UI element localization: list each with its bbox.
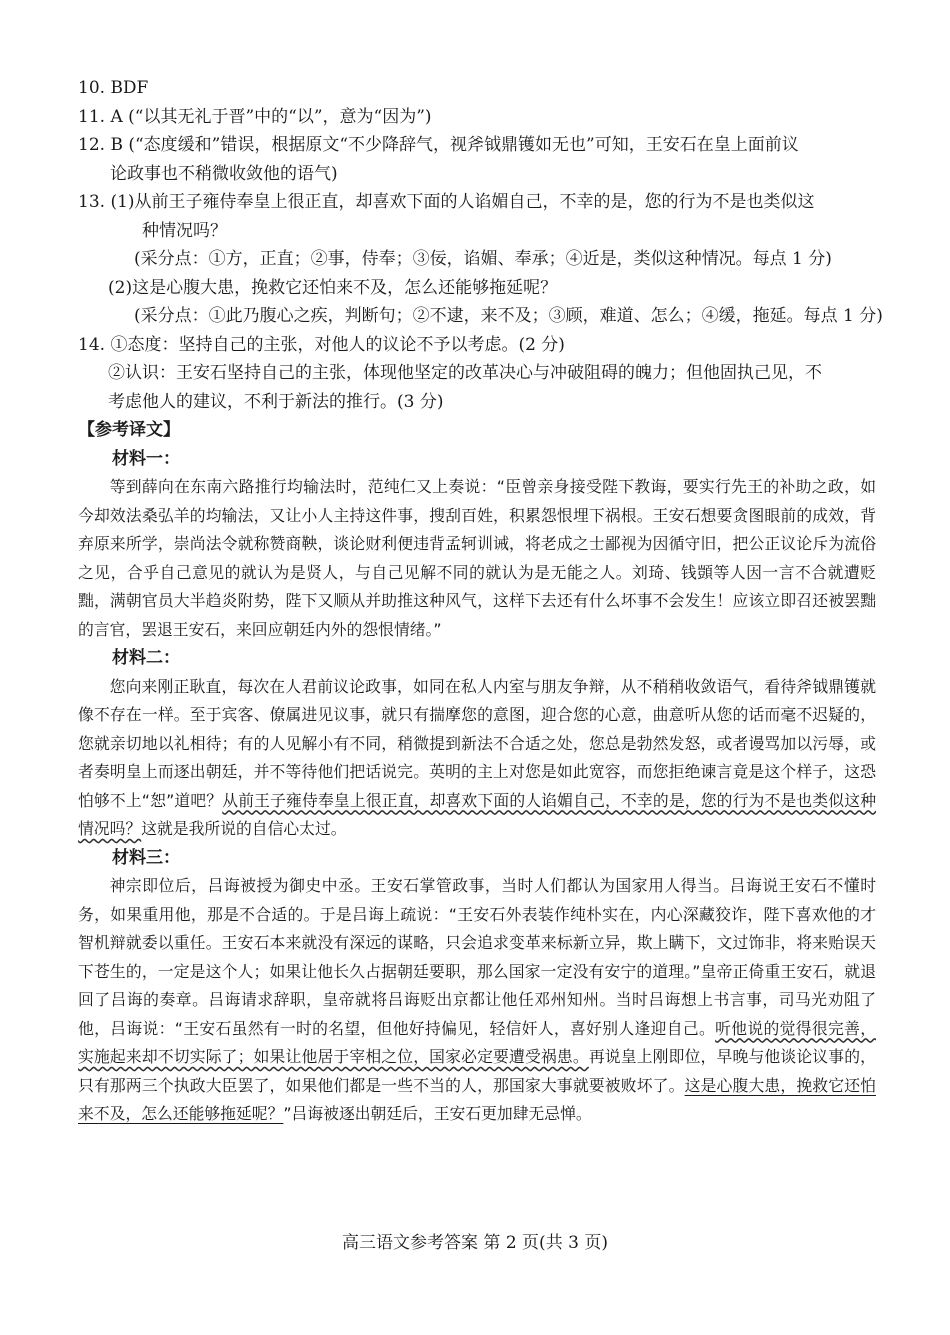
page-footer: 高三语文参考答案 第 2 页(共 3 页): [342, 1233, 608, 1253]
material-three-text-e: ”吕诲被逐出朝廷后，王安石更加肆无忌惮。: [283, 1104, 592, 1123]
material-three-title: 材料三：: [112, 847, 180, 868]
answer-q14-1: 14. ①态度：坚持自己的主张，对他人的议论不予以考虑。(2 分): [78, 334, 565, 355]
material-three-paragraph: [78, 872, 876, 1129]
answer-q12-line2: 论政事也不稍微收敛他的语气): [110, 163, 338, 184]
translation-heading: 【参考译文】: [78, 420, 180, 440]
material-two-underlined-sentence: 从前王子雍侍奉皇上很正直，却喜欢下面的人谄媚自己，不幸的是，您的行为不是也类似这种情况吗？: [78, 790, 876, 838]
material-two-text-c: 这就是我所说的自信心太过。: [141, 819, 347, 838]
material-three-text-a: 神宗即位后，吕诲被授为御史中丞。王安石掌管政事，当时人们都认为国家用人得当。吕诲说王安石不懂时务，如果重用他，那是不合适的。于是吕诲上疏说：“王安石外表装作纯朴实在，内心深藏狡诈，陛下喜欢他的才智机辩就委以重任。王安石本来就没有深远的谋略，只会追求变革来标新立异，欺上瞒下，文过饰非，将来贻误天下苍生的，一定是这个人；如果让他长久占据朝廷要职，那么国家一定没有安宁的道理。”皇帝正倚重王安石，就退回了吕诲的奏章。吕诲请求辞职，皇帝就将吕诲贬出京都让他任邓州知州。当时吕诲想上书言事，司马光劝阻了他，吕诲说：“王安石虽然有一时的名望，但他好持偏见，轻信奸人，喜好别人逢迎自己。: [78, 876, 876, 1038]
material-three-body: [78, 872, 876, 1129]
answer-page: [78, 74, 883, 1129]
answer-q13-1-scoring: (采分点：①方，正直；②事，侍奉；③佞，谄媚、奉承；④近是，类似这种情况。每点 1 分): [134, 249, 832, 269]
material-three-text-c: 再说皇上刚即位，早晚与他谈论议事的，只有那两三个执政大臣罢了，如果他们都是一些不当的人，那国家大事就要被败坏了。: [78, 1047, 876, 1095]
material-two-paragraph: [78, 673, 876, 844]
material-one-title: 材料一：: [112, 448, 180, 469]
answer-q13-2-scoring: (采分点：①此乃腹心之疾，判断句；②不逮，来不及；③顾，难道、怎么；④缓，拖延。每点 1 分): [134, 306, 883, 326]
answer-q14-2-line2: 考虑他人的建议，不利于新法的推行。(3 分): [108, 391, 444, 412]
material-three-underlined-sentence: 这是心腹大患，挽救它还怕来不及，怎么还能够拖延呢？: [78, 1075, 876, 1123]
answer-q13-2: (2)这是心腹大患，挽救它还怕来不及，怎么还能够拖延呢？: [108, 277, 558, 298]
material-one-body: [78, 473, 876, 644]
material-one-text: 等到薛向在东南六路推行均输法时，范纯仁又上奏说：“臣曾亲身接受陛下教诲，要实行先王的补助之政，如今却效法桑弘羊的均输法，又让小人主持这件事，搜刮百姓，积累怨恨埋下祸根。王安石想要贪图眼前的成效，背弃原来所学，崇尚法令就称赞商鞅，谈论财利便违背孟轲训诫，将老成之士鄙视为因循守旧，把公正议论斥为流俗之见，合乎自己意见的就认为是贤人，与自己见解不同的就认为是无能之人。刘琦、钱顗等人因一言不合就遭贬黜，满朝官员大半趋炎附势，陛下又顺从并助推这种风气，这样下去还有什么坏事不会发生！应该立即召还被罢黜的言官，罢退王安石，来回应朝廷内外的怨恨情绪。”: [78, 477, 876, 639]
answer-q14-2-line1: ②认识：王安石坚持自己的主张，体现他坚定的改革决心与冲破阻碍的魄力；但他固执己见，不: [108, 363, 822, 383]
material-two-body: [78, 673, 876, 844]
answer-q11: 11. A (“以其无礼于晋”中的“以”，意为“因为”): [78, 106, 432, 127]
material-three-wavy-sentence: 听他说的觉得很完善，实施起来却不切实际了；如果让他居于宰相之位，国家必定要遭受祸患。: [78, 1018, 876, 1066]
answer-q10: 10. BDF: [78, 78, 149, 98]
material-two-text-a: 您向来刚正耿直，每次在人君前议论政事，如同在私人内室与朋友争辩，从不稍稍收敛语气，看待斧钺鼎镬就像不存在一样。至于宾客、僚属进见议事，就只有揣摩您的意图，迎合您的心意，曲意听从您的话而毫不迟疑的，您就亲切地以礼相待；有的人见解小有不同，稍微提到新法不合适之处，您总是勃然发怒，或者谩骂加以污辱，或者奏明皇上而逐出朝廷，并不等待他们把话说完。英明的主上对您是如此宽容，而您拒绝谏言竟是这个样子，这恐怕够不上“恕”道吧？: [78, 676, 876, 810]
answer-q12-line1: 12. B (“态度缓和”错误，根据原文“不少降辞气，视斧钺鼎镬如无也”可知，王安石在皇上面前议: [78, 135, 799, 155]
answer-q13-1-line2: 种情况吗？: [142, 220, 227, 241]
material-two-title: 材料二：: [112, 648, 180, 668]
answer-q13-1-line1: 13. (1)从前王子雍侍奉皇上很正直，却喜欢下面的人谄媚自己，不幸的是，您的行为不是也类似这: [78, 192, 815, 212]
